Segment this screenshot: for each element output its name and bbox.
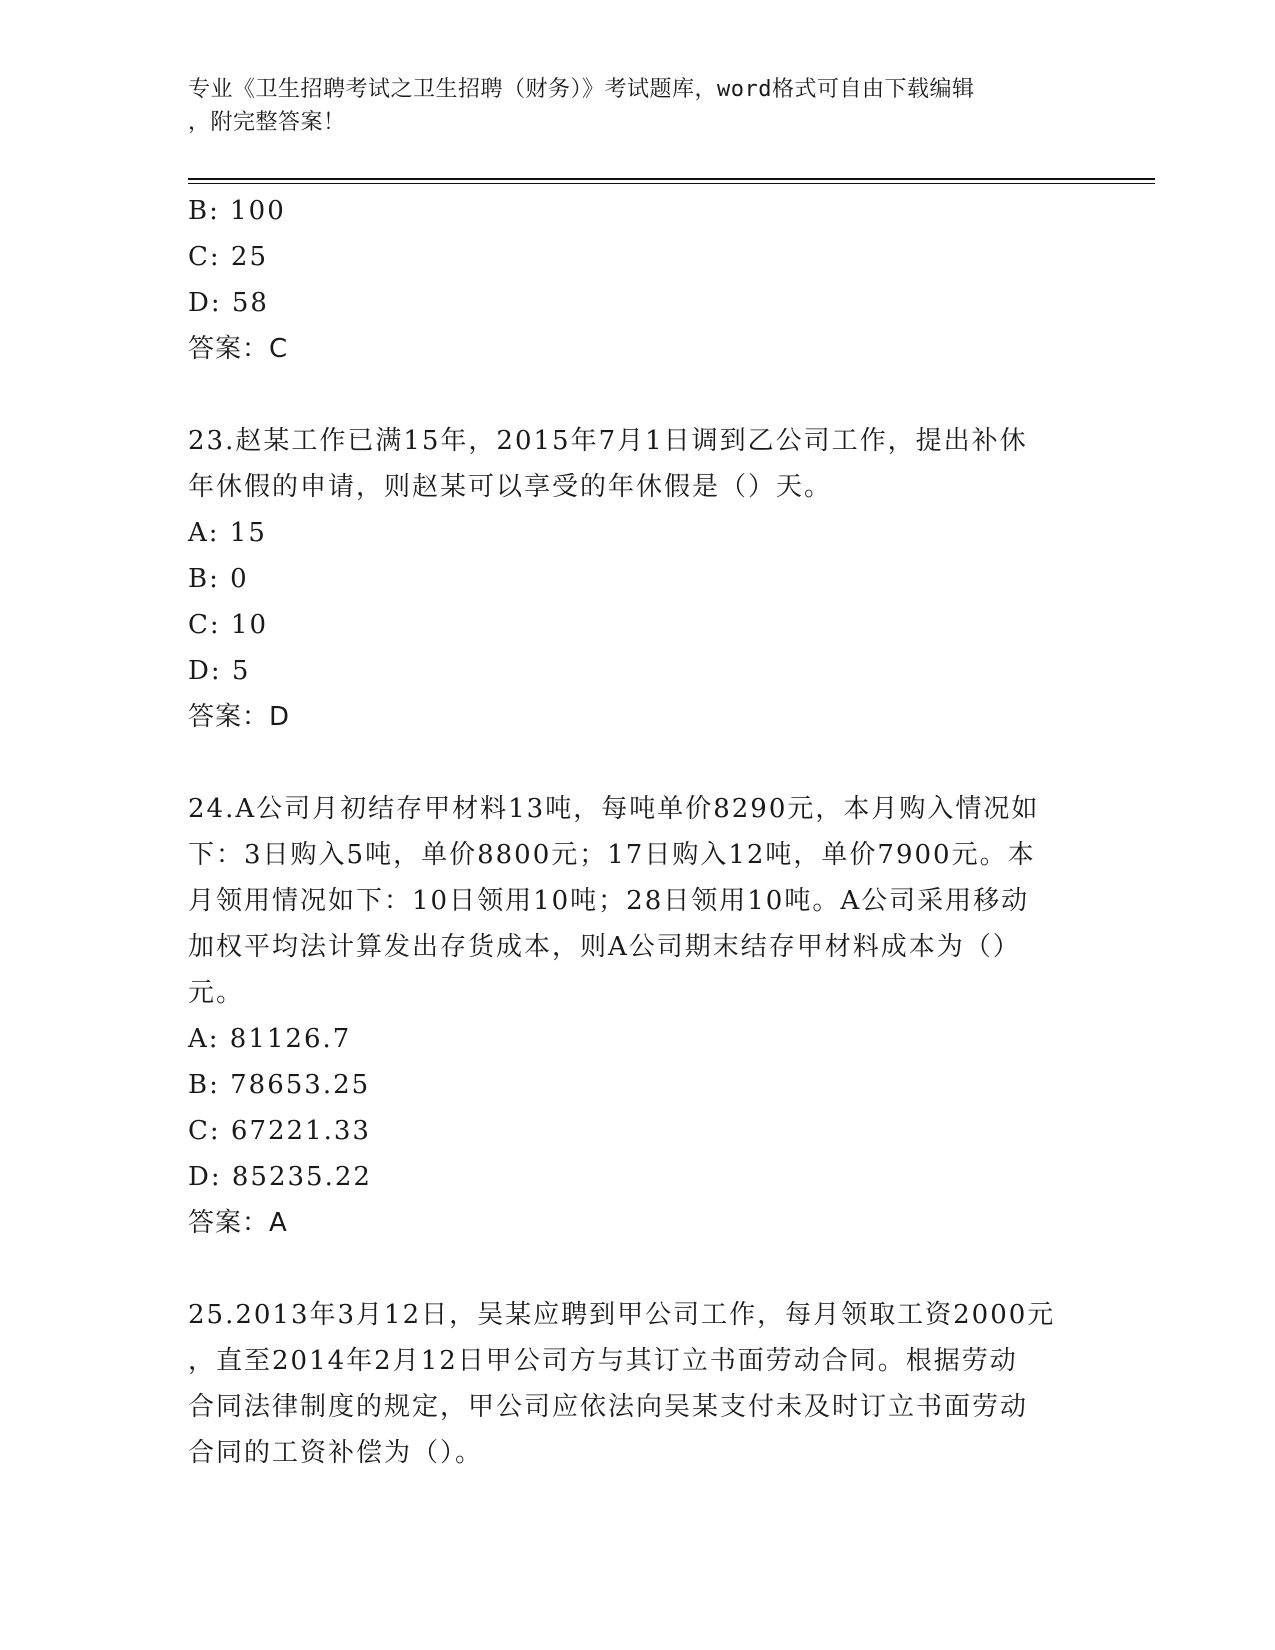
spacer [188,372,1088,418]
question-22-tail [188,188,1088,372]
header-divider-thick [188,178,1155,180]
option-c: C: 25 [188,242,269,272]
question-text-line: 25.2013年3月12日，吴某应聘到甲公司工作，每月领取工资2000元 [188,1300,1056,1330]
answer: 答案：C [188,334,289,364]
question-text-line: ，直至2014年2月12日甲公司方与其订立书面劳动合同。根据劳动 [188,1346,1018,1376]
header-line-1: 专业《卫生招聘考试之卫生招聘（财务）》考试题库，word格式可自由下载编辑 [188,77,975,102]
question-24 [188,786,1088,1246]
option-c: C: 10 [188,610,269,640]
question-text-line: 下：3日购入5吨，单价8800元；17日购入12吨，单价7900元。本 [188,840,1036,870]
option-b: B: 0 [188,564,249,594]
header-divider-thin [188,183,1155,184]
header-line-2: ，附完整答案！ [188,110,346,135]
question-text-line: 月领用情况如下：10日领用10吨；28日领用10吨。A公司采用移动 [188,886,1030,916]
question-text-line: 年休假的申请，则赵某可以享受的年休假是（）天。 [188,472,833,502]
answer: 答案：D [188,702,291,732]
option-d: D: 58 [188,288,269,318]
option-b: B: 78653.25 [188,1070,371,1100]
question-25 [188,1292,1088,1476]
option-a: A: 15 [188,518,267,548]
option-b: B: 100 [188,196,286,226]
question-list [188,188,1088,1476]
question-text-line: 元。 [188,978,245,1008]
question-23 [188,418,1088,740]
question-text-line: 加权平均法计算发出存货成本，则A公司期末结存甲材料成本为（） [188,932,1021,962]
question-text-line: 24.A公司月初结存甲材料13吨，每吨单价8290元，本月购入情况如 [188,794,1040,824]
option-c: C: 67221.33 [188,1116,371,1146]
option-d: D: 5 [188,656,251,686]
document-header [188,73,1068,139]
option-d: D: 85235.22 [188,1162,372,1192]
spacer [188,740,1088,786]
question-text-line: 23.赵某工作已满15年，2015年7月1日调到乙公司工作，提出补休 [188,426,1028,456]
option-a: A: 81126.7 [188,1024,352,1054]
question-text-line: 合同法律制度的规定，甲公司应依法向吴某支付未及时订立书面劳动 [188,1392,1029,1422]
question-text-line: 合同的工资补偿为（）。 [188,1438,484,1468]
spacer [188,1246,1088,1292]
answer: 答案：A [188,1208,288,1238]
